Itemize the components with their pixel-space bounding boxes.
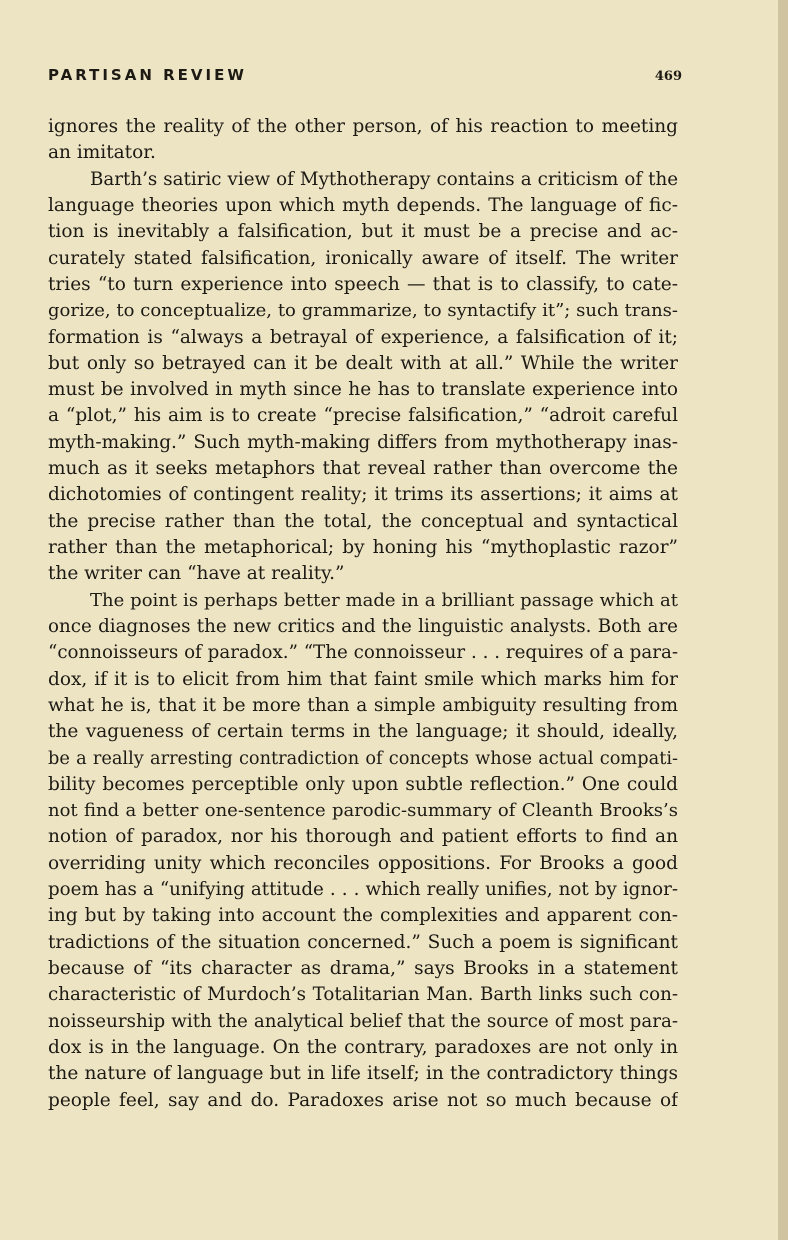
page-number: 469 xyxy=(654,69,682,84)
journal-title: PARTISAN REVIEW xyxy=(48,66,247,84)
text-line: what he is, that it be more than a simple ambiguity resulting from xyxy=(48,694,678,716)
text-line: formation is “always a betrayal of experience, a falsification of it; xyxy=(48,326,678,348)
text-line: tion is inevitably a falsification, but it must be a precise and ac- xyxy=(48,221,678,243)
text-line: bility becomes perceptible only upon subtle reflection.” One could xyxy=(48,773,678,795)
text-line: overriding unity which reconciles oppositions. For Brooks a good xyxy=(48,852,678,874)
text-line: tradictions of the situation concerned.” Such a poem is significant xyxy=(48,931,678,953)
text-line: people feel, say and do. Paradoxes arise not so much because of xyxy=(48,1089,678,1111)
text-line: the nature of language but in life itself; in the contradictory things xyxy=(48,1063,678,1085)
text-line: tries “to turn experience into speech — that is to classify, to cate- xyxy=(48,273,678,295)
running-header xyxy=(48,66,682,84)
text-line: dox is in the language. On the contrary, paradoxes are not only in xyxy=(48,1036,678,1058)
text-line: The point is perhaps better made in a brilliant passage which at xyxy=(90,589,678,611)
text-line: much as it seeks metaphors that reveal rather than overcome the xyxy=(48,458,678,480)
text-line: notion of paradox, nor his thorough and patient efforts to find an xyxy=(48,826,678,848)
text-line: not find a better one-sentence parodic-summary of Cleanth Brooks’s xyxy=(48,800,678,822)
text-line: a “plot,” his aim is to create “precise falsification,” “adroit careful xyxy=(48,405,678,427)
text-line: once diagnoses the new critics and the linguistic analysts. Both are xyxy=(48,615,678,637)
text-line: because of “its character as drama,” says Brooks in a statement xyxy=(48,958,678,979)
text-line: rather than the metaphorical; by honing his “mythoplastic razor” xyxy=(48,537,678,558)
text-line: noisseurship with the analytical belief that the source of most para- xyxy=(48,1010,678,1032)
text-line: poem has a “unifying attitude . . . which really unifies, not by ignor- xyxy=(48,879,678,901)
text-line: the precise rather than the total, the conceptual and syntactical xyxy=(48,510,678,532)
text-line: dox, if it is to elicit from him that faint smile which marks him for xyxy=(48,668,678,690)
text-line: myth-making.” Such myth-making differs from mythotherapy inas- xyxy=(48,431,678,453)
text-line: dichotomies of contingent reality; it trims its assertions; it aims at xyxy=(48,484,678,506)
text-line: curately stated falsification, ironically aware of itself. The writer xyxy=(48,247,678,269)
text-line: the vagueness of certain terms in the language; it should, ideally, xyxy=(48,721,678,743)
text-line: gorize, to conceptualize, to grammarize, to syntactify it”; such trans- xyxy=(48,300,678,322)
body-text xyxy=(48,114,678,1114)
page-edge xyxy=(778,0,788,1240)
text-line: “connoisseurs of paradox.” “The connoisseur . . . requires of a para- xyxy=(48,642,678,664)
text-line: ignores the reality of the other person, of his reaction to meeting xyxy=(48,116,678,137)
text-line: language theories upon which myth depends. The language of fic- xyxy=(48,194,678,216)
text-line: but only so betrayed can it be dealt with at all.” While the writer xyxy=(48,352,678,374)
text-line: be a really arresting contradiction of concepts whose actual compati- xyxy=(48,748,678,769)
text-line: the writer can “have at reality.” xyxy=(48,563,345,585)
text-line: Barth’s satiric view of Mythotherapy contains a criticism of the xyxy=(90,168,678,190)
text-line: must be involved in myth since he has to translate experience into xyxy=(48,379,678,401)
text-line: characteristic of Murdoch’s Totalitarian Man. Barth links such con- xyxy=(48,984,678,1006)
text-line: ing but by taking into account the complexities and apparent con- xyxy=(48,905,678,927)
text-line: an imitator. xyxy=(48,142,156,164)
